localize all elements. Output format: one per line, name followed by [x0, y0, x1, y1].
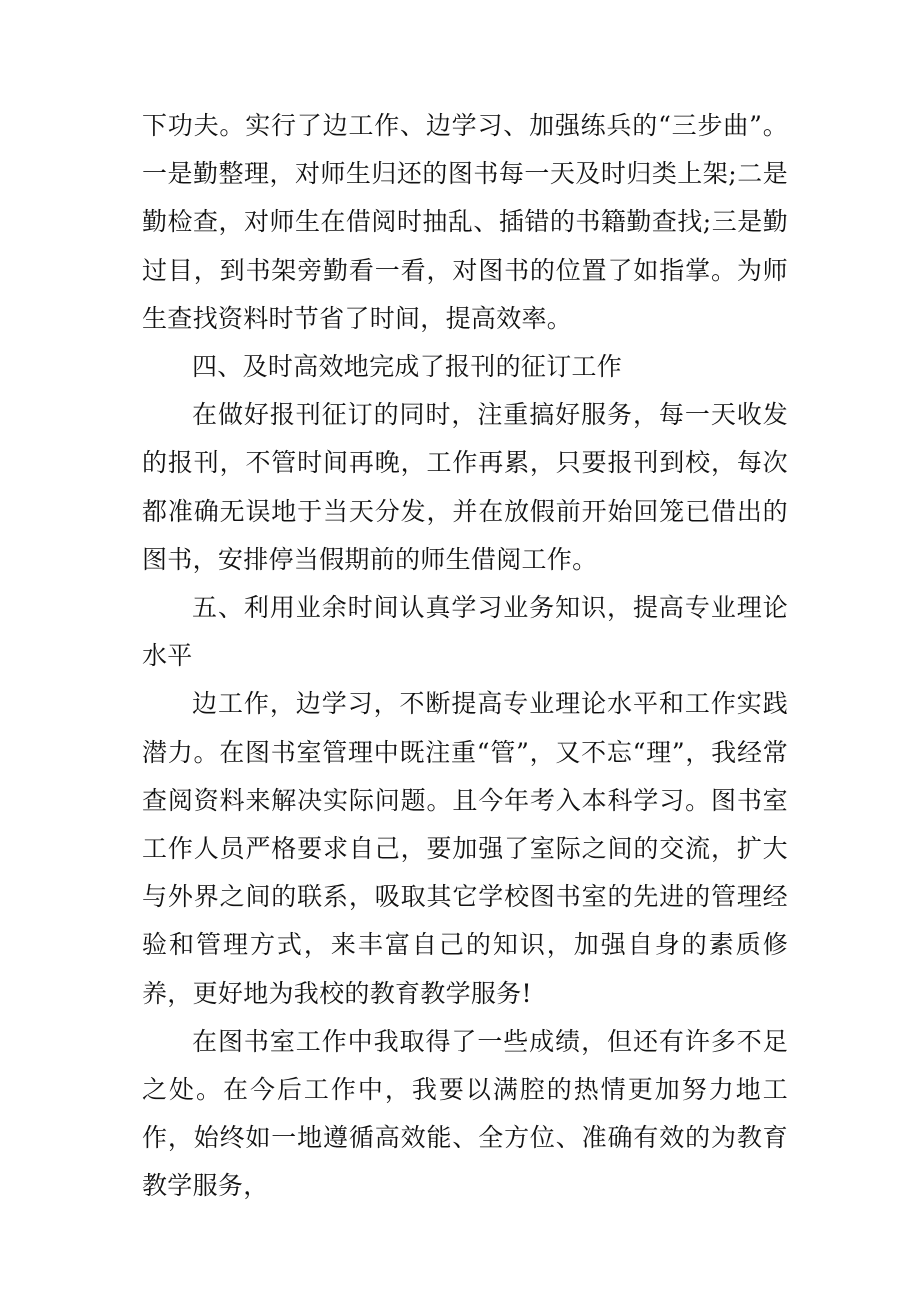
paragraph-periodicals: 在做好报刊征订的同时，注重搞好服务，每一天收发的报刊，不管时间再晚，工作再累，只要报刊到校，每次都准确无误地于当天分发，并在放假前开始回笼已借出的图书，安排停当假期前的师生借阅工作。 [142, 400, 788, 574]
section-heading-five: 五、利用业余时间认真学习业务知识，提高专业理论水平 [142, 593, 788, 671]
document-body [142, 102, 788, 1211]
paragraph-conclusion: 在图书室工作中我取得了一些成绩，但还有许多不足之处。在今后工作中，我要以满腔的热情更加努力地工作，始终如一地遵循高效能、全方位、准确有效的为教育教学服务， [142, 1026, 788, 1201]
paragraph-study: 边工作，边学习，不断提高专业理论水平和工作实践潜力。在图书室管理中既注重“管”，又不忘“理”，我经常查阅资料来解决实际问题。且今年考入本科学习。图书室工作人员严格要求自己，要加强了室际之间的交流，扩大与外界之间的联系，吸取其它学校图书室的先进的管理经验和管理方式，来丰富自己的知识，加强自身的素质修养，更好地为我校的教育教学服务! [142, 689, 788, 1008]
paragraph-continuation: 下功夫。实行了边工作、边学习、加强练兵的“三步曲”。一是勤整理，对师生归还的图书每一天及时归类上架;二是勤检查，对师生在借阅时抽乱、插错的书籍勤查找;三是勤过目，到书架旁勤看一看，对图书的位置了如指掌。为师生查找资料时节省了时间，提高效率。 [142, 111, 788, 333]
section-heading-four: 四、及时高效地完成了报刊的征订工作 [192, 352, 623, 382]
